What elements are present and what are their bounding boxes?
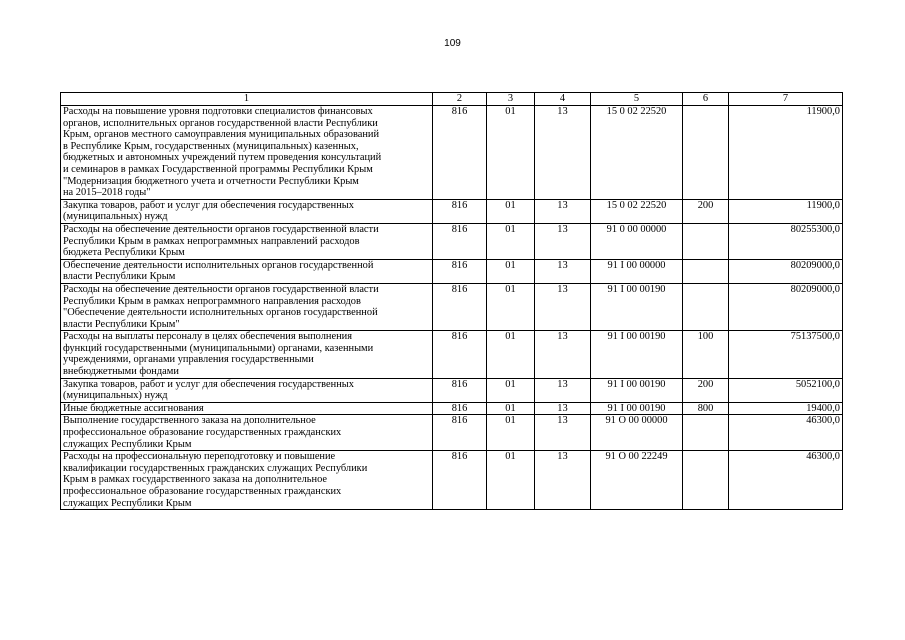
header-col-2: 2	[433, 93, 487, 106]
description-line: Расходы на повышение уровня подготовки специалистов финансовых	[63, 106, 373, 117]
ministry-code-cell: 816	[433, 106, 487, 200]
section-code-cell: 01	[487, 223, 535, 259]
description-line: в Республике Крым, государственных (муниципальных) казенных,	[63, 140, 359, 152]
description-line: Республики Крым в рамках непрограммного направления расходов	[63, 295, 361, 307]
header-row	[61, 93, 843, 106]
subsection-code-cell: 13	[535, 259, 591, 283]
amount-cell: 80209000,0	[729, 283, 843, 330]
table-row	[61, 415, 843, 451]
description-line: (муниципальных) нужд	[63, 211, 168, 223]
amount-cell: 11900,0	[729, 106, 843, 200]
header-col-5: 5	[591, 93, 683, 106]
expense-type-cell: 200	[683, 199, 729, 223]
header-col-7: 7	[729, 93, 843, 106]
description-cell	[61, 223, 433, 259]
section-code-cell: 01	[487, 378, 535, 402]
table-body	[61, 106, 843, 510]
description-line: Расходы на обеспечение деятельности органов государственной власти	[63, 223, 379, 235]
description-line: органов, исполнительных органов государственной власти Республики	[63, 117, 378, 129]
description-line: Выполнение государственного заказа на дополнительное	[63, 415, 316, 427]
target-article-cell: 91 I 00 00190	[591, 283, 683, 330]
description-line: служащих Республики Крым	[63, 497, 192, 509]
expense-type-cell	[683, 223, 729, 259]
section-code-cell: 01	[487, 451, 535, 510]
description-line: бюджетных и автономных учреждений путем проведения консультаций	[63, 152, 382, 164]
description-line: власти Республики Крым	[63, 271, 176, 283]
description-cell	[61, 451, 433, 510]
amount-cell: 5052100,0	[729, 378, 843, 402]
ministry-code-cell: 816	[433, 199, 487, 223]
target-article-cell: 91 I 00 00190	[591, 378, 683, 402]
amount-cell: 75137500,0	[729, 331, 843, 378]
amount-cell: 80209000,0	[729, 259, 843, 283]
subsection-code-cell: 13	[535, 331, 591, 378]
description-cell	[61, 378, 433, 402]
description-cell	[61, 283, 433, 330]
description-line: Иные бюджетные ассигнования	[63, 402, 204, 414]
description-line: (муниципальных) нужд	[63, 390, 168, 402]
description-line: Закупка товаров, работ и услуг для обеспечения государственных	[63, 378, 354, 390]
description-line: служащих Республики Крым	[63, 438, 192, 450]
amount-cell: 46300,0	[729, 451, 843, 510]
target-article-cell: 91 О 00 22249	[591, 451, 683, 510]
description-line: "Модернизация бюджетного учета и отчетности Республики Крым	[63, 175, 359, 187]
page-number: 109	[444, 38, 461, 49]
description-line: квалификации государственных гражданских служащих Республики	[63, 462, 368, 474]
description-line: бюджета Республики Крым	[63, 247, 185, 259]
description-line: "Обеспечение деятельности исполнительных органов государственной	[63, 307, 378, 319]
ministry-code-cell: 816	[433, 331, 487, 378]
description-line: Расходы на обеспечение деятельности органов государственной власти	[63, 283, 379, 295]
section-code-cell: 01	[487, 402, 535, 415]
expense-type-cell	[683, 106, 729, 200]
description-line: профессиональное образование государственных гражданских	[63, 427, 342, 439]
subsection-code-cell: 13	[535, 283, 591, 330]
table-row	[61, 402, 843, 415]
table-row	[61, 199, 843, 223]
ministry-code-cell: 816	[433, 451, 487, 510]
expense-type-cell	[683, 451, 729, 510]
section-code-cell: 01	[487, 283, 535, 330]
section-code-cell: 01	[487, 415, 535, 451]
ministry-code-cell: 816	[433, 378, 487, 402]
table-row	[61, 223, 843, 259]
expense-type-cell: 200	[683, 378, 729, 402]
description-cell	[61, 402, 433, 415]
description-cell	[61, 259, 433, 283]
ministry-code-cell: 816	[433, 259, 487, 283]
budget-table	[60, 92, 843, 510]
table-row	[61, 106, 843, 200]
description-line: Расходы на выплаты персоналу в целях обеспечения выполнения	[63, 331, 352, 343]
description-cell	[61, 106, 433, 200]
subsection-code-cell: 13	[535, 199, 591, 223]
table-row	[61, 378, 843, 402]
description-cell	[61, 415, 433, 451]
target-article-cell: 91 0 00 00000	[591, 223, 683, 259]
description-line: на 2015–2018 годы"	[63, 187, 151, 199]
table-row	[61, 259, 843, 283]
description-line: профессиональное образование государственных гражданских	[63, 486, 342, 497]
ministry-code-cell: 816	[433, 402, 487, 415]
amount-cell: 80255300,0	[729, 223, 843, 259]
header-col-3: 3	[487, 93, 535, 106]
expense-type-cell	[683, 283, 729, 330]
description-line: Республики Крым в рамках непрограммных направлений расходов	[63, 235, 360, 247]
description-cell	[61, 199, 433, 223]
table-row	[61, 283, 843, 330]
description-line: внебюджетными фондами	[63, 366, 179, 378]
target-article-cell: 91 I 00 00190	[591, 331, 683, 378]
section-code-cell: 01	[487, 106, 535, 200]
description-line: учреждениями, органами управления государственными	[63, 354, 314, 366]
expense-type-cell	[683, 259, 729, 283]
subsection-code-cell: 13	[535, 402, 591, 415]
amount-cell: 19400,0	[729, 402, 843, 415]
description-line: власти Республики Крым"	[63, 318, 180, 330]
table-row	[61, 331, 843, 378]
subsection-code-cell: 13	[535, 451, 591, 510]
target-article-cell: 91 I 00 00190	[591, 402, 683, 415]
description-line: Расходы на профессиональную переподготовку и повышение	[63, 451, 336, 463]
description-line: Обеспечение деятельности исполнительных органов государственной	[63, 259, 374, 271]
amount-cell: 46300,0	[729, 415, 843, 451]
table-row	[61, 451, 843, 510]
subsection-code-cell: 13	[535, 415, 591, 451]
subsection-code-cell: 13	[535, 223, 591, 259]
description-line: функций государственными (муниципальными) органами, казенными	[63, 342, 374, 354]
target-article-cell: 91 I 00 00000	[591, 259, 683, 283]
subsection-code-cell: 13	[535, 378, 591, 402]
amount-cell: 11900,0	[729, 199, 843, 223]
target-article-cell: 15 0 02 22520	[591, 106, 683, 200]
description-line: и семинаров в рамках Государственной программы Республики Крым	[63, 163, 373, 175]
subsection-code-cell: 13	[535, 106, 591, 200]
header-col-6: 6	[683, 93, 729, 106]
description-line: Закупка товаров, работ и услуг для обеспечения государственных	[63, 199, 354, 211]
section-code-cell: 01	[487, 199, 535, 223]
ministry-code-cell: 816	[433, 223, 487, 259]
expense-type-cell	[683, 415, 729, 451]
target-article-cell: 91 О 00 00000	[591, 415, 683, 451]
description-cell	[61, 331, 433, 378]
expense-type-cell: 100	[683, 331, 729, 378]
header-col-1: 1	[61, 93, 433, 106]
header-col-4: 4	[535, 93, 591, 106]
ministry-code-cell: 816	[433, 283, 487, 330]
description-line: Крым в рамках государственного заказа на дополнительное	[63, 474, 328, 486]
section-code-cell: 01	[487, 331, 535, 378]
expense-type-cell: 800	[683, 402, 729, 415]
description-line: Крым, органов местного самоуправления муниципальных образований	[63, 129, 380, 141]
ministry-code-cell: 816	[433, 415, 487, 451]
section-code-cell: 01	[487, 259, 535, 283]
target-article-cell: 15 0 02 22520	[591, 199, 683, 223]
